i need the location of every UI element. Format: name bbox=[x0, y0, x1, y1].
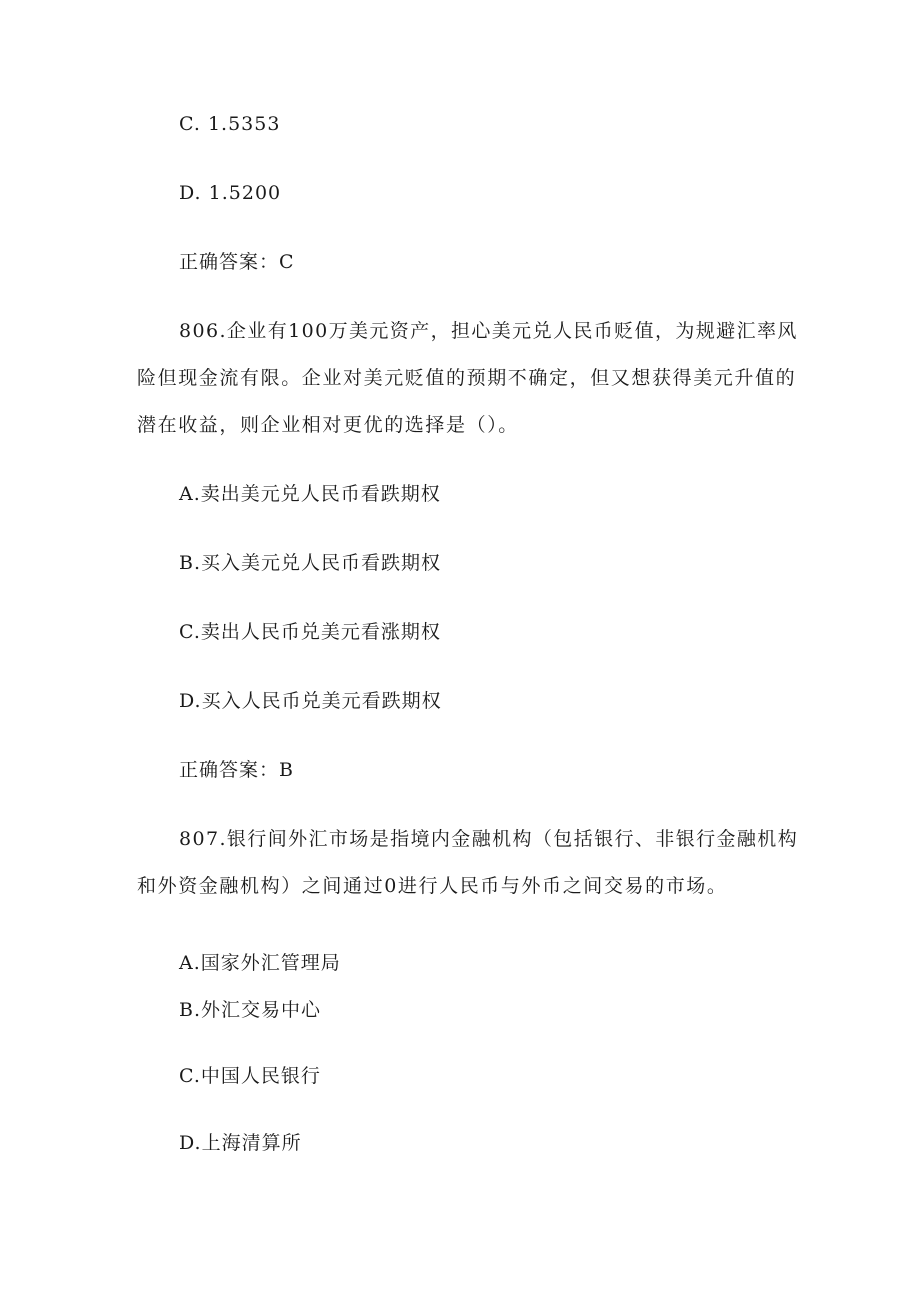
q805-option-d: D. 1.5200 bbox=[179, 182, 282, 204]
q805-option-c: C. 1.5353 bbox=[179, 113, 281, 135]
q807-option-c: C.中国人民银行 bbox=[179, 1065, 321, 1087]
q805-answer: 正确答案：C bbox=[179, 251, 295, 273]
q806-stem-line-2: 险但现金流有限。企业对美元贬值的预期不确定，但又想获得美元升值的 bbox=[137, 367, 797, 389]
q806-answer: 正确答案：B bbox=[179, 759, 294, 781]
q807-option-b: B.外汇交易中心 bbox=[179, 999, 322, 1021]
q806-stem-line-1: 806.企业有100万美元资产，担心美元兑人民币贬值，为规避汇率风 bbox=[179, 320, 798, 342]
q806-option-d: D.买入人民币兑美元看跌期权 bbox=[179, 690, 442, 712]
q807-stem-line-2: 和外资金融机构）之间通过0进行人民币与外币之间交易的市场。 bbox=[137, 875, 728, 897]
q807-option-a: A.国家外汇管理局 bbox=[179, 952, 341, 974]
q806-option-b: B.买入美元兑人民币看跌期权 bbox=[179, 552, 442, 574]
q807-option-d: D.上海清算所 bbox=[179, 1132, 302, 1154]
q806-option-a: A.卖出美元兑人民币看跌期权 bbox=[179, 483, 441, 505]
q806-option-c: C.卖出人民币兑美元看涨期权 bbox=[179, 621, 441, 643]
q806-stem-line-3: 潜在收益，则企业相对更优的选择是（）。 bbox=[137, 414, 519, 436]
q807-stem-line-1: 807.银行间外汇市场是指境内金融机构（包括银行、非银行金融机构 bbox=[179, 828, 799, 850]
